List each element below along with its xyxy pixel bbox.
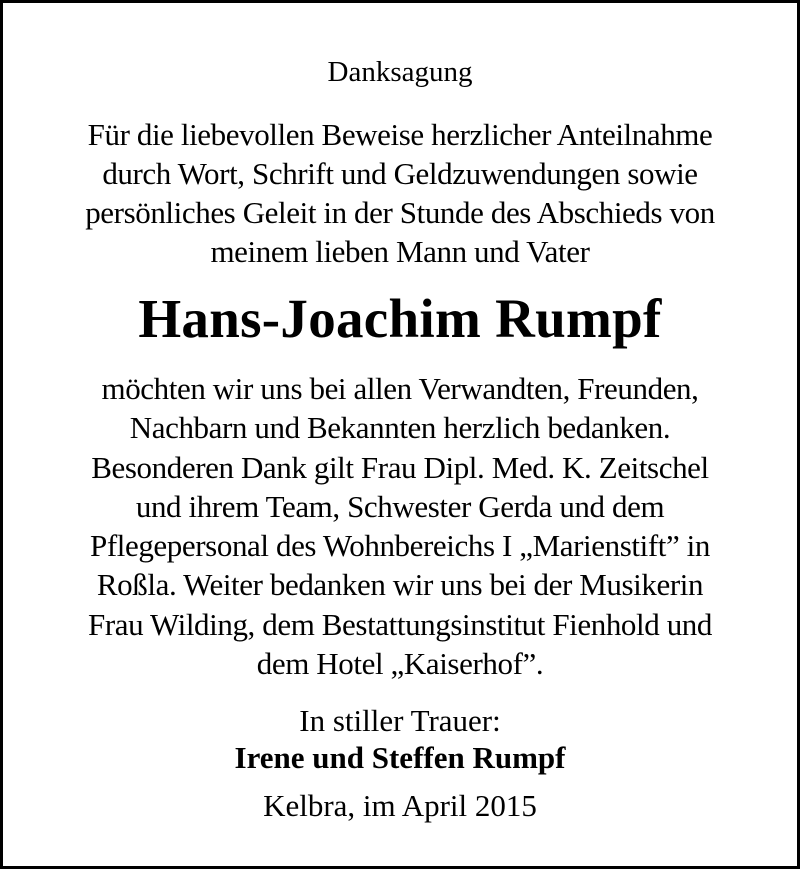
signatories: Irene und Steffen Rumpf [234,740,566,775]
thanks-paragraph [3,369,797,683]
deceased-name: Hans-Joachim Rumpf [138,288,662,349]
intro-line: meinem lieben Mann und Vater [210,234,590,269]
thanks-line: Nachbarn und Bekannten herzlich bedanken. [129,410,671,446]
thanks-line: dem Hotel „Kaiserhof”. [256,646,544,682]
intro-line: persönliches Geleit in der Stunde des Abschieds von [85,195,715,230]
intro-paragraph [3,115,797,271]
thanks-line: möchten wir uns bei allen Verwandten, Freunden, [101,371,699,406]
place-and-date: Kelbra, im April 2015 [263,788,537,823]
thanks-line: Roßla. Weiter bedanken wir uns bei der Musikerin [96,567,704,603]
thanks-line: und ihrem Team, Schwester Gerda und dem [135,488,665,524]
intro-line: durch Wort, Schrift und Geldzuwendungen sowie [102,156,698,191]
thanks-line: Pflegepersonal des Wohnbereichs I „Marienstift” in [90,528,710,564]
thanks-line: Frau Wilding, dem Bestattungsinstitut Fienhold und [87,606,712,642]
intro-line: Für die liebevollen Beweise herzlicher Anteilnahme [87,117,713,152]
notice-heading: Danksagung [327,56,473,88]
mourning-line: In stiller Trauer: [299,703,501,738]
thanks-line: Besonderen Dank gilt Frau Dipl. Med. K. Zeitschel [91,449,709,485]
